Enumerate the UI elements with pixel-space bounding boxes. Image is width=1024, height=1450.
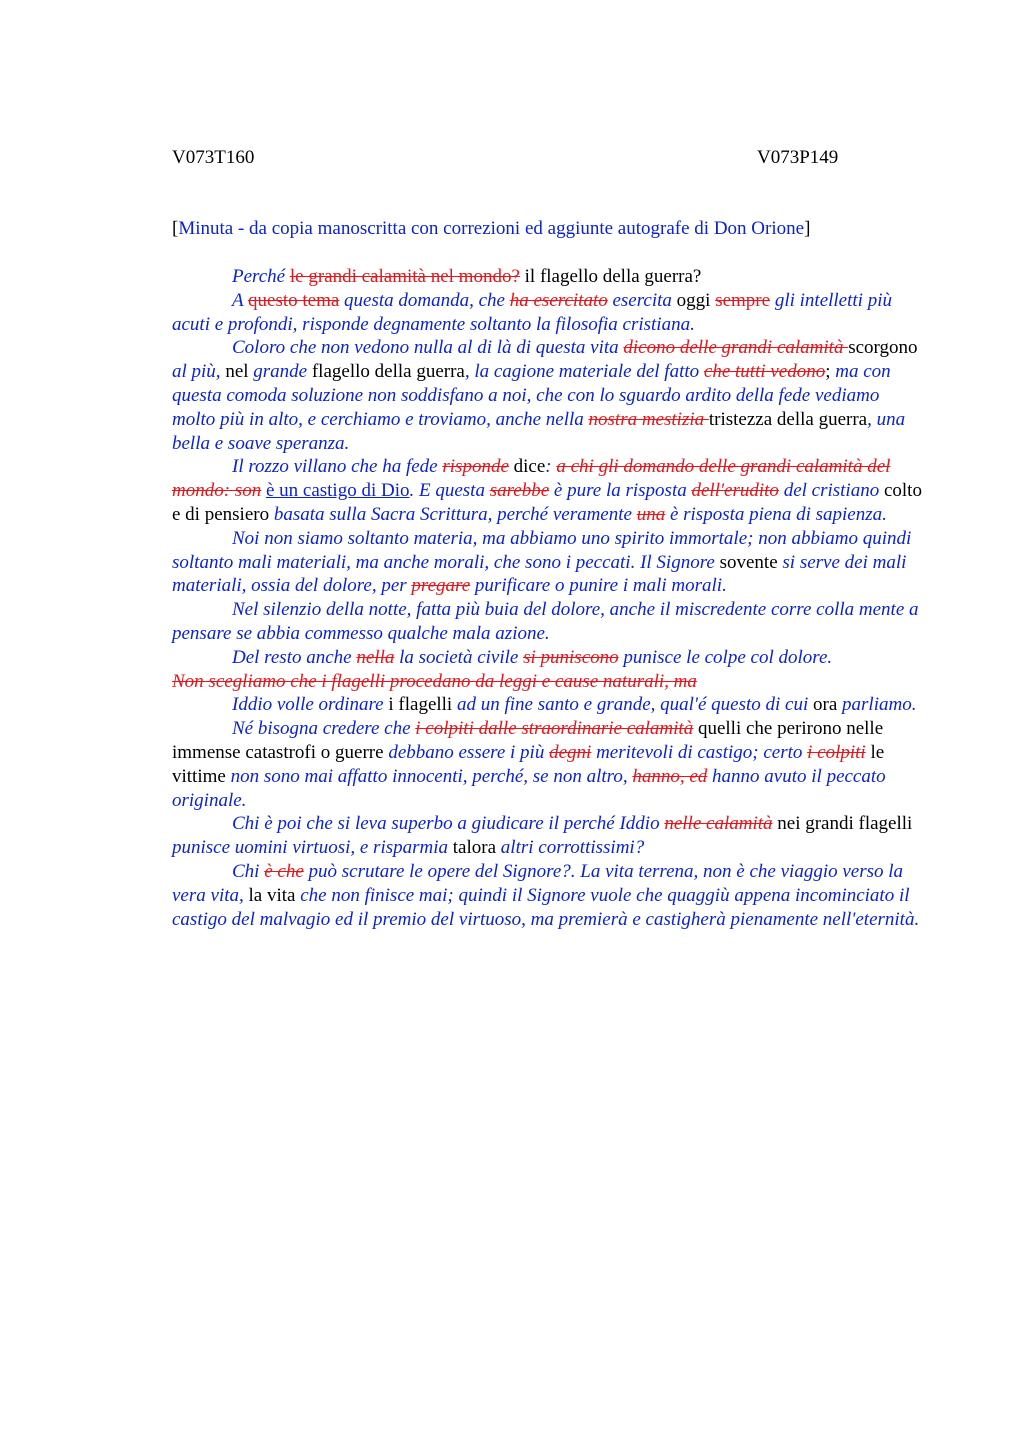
plain-text: colto e di pensiero: [172, 480, 922, 525]
deleted-text: pregare: [411, 575, 471, 597]
added-text: è risposta piena di sapienza.: [665, 503, 887, 525]
added-text: purificare o punire i mali morali.: [470, 575, 727, 597]
editorial-note: [172, 217, 932, 241]
deleted-text: questo tema: [248, 289, 340, 311]
added-text: può scrutare le opere del Signore?. La vita terrena, non è che viaggio verso la vera vita,: [172, 860, 904, 906]
added-text: si serve dei mali materiali, ossia del dolore, per: [172, 551, 907, 597]
plain-text: il flagello della guerra?: [519, 266, 702, 287]
plain-text: le vittime: [172, 741, 885, 787]
document-body: [172, 265, 924, 931]
added-text: Perché: [232, 266, 286, 287]
header-code-right: V073P149: [757, 147, 839, 168]
added-text: Nel silenzio della notte, fatta più buia del dolore, anche il miscredente corre colla mente a pensare se abbia commesso qualche mala azione.: [172, 599, 919, 644]
plain-text: nei grandi flagelli: [772, 813, 913, 835]
added-text: questa domanda, che: [339, 289, 510, 311]
added-text: basata sulla Sacra Scrittura, perché veramente: [273, 503, 637, 525]
paragraph: [172, 598, 924, 646]
added-text: altri corrottissimi?: [500, 837, 645, 859]
deleted-text: sempre: [715, 289, 771, 311]
editorial-note-text: Minuta - da copia manoscritta con correzioni ed aggiunte autografe di Don Orione: [178, 218, 805, 239]
deleted-text: dicono delle grandi calamità: [623, 337, 849, 359]
added-text: punisce uomini virtuosi, e risparmia: [172, 837, 449, 859]
deleted-text: nella: [356, 646, 395, 668]
paragraph: [172, 527, 924, 598]
added-text: :: [545, 456, 557, 478]
open-bracket: [: [172, 218, 179, 239]
added-text: meritevoli di castigo; certo: [591, 741, 808, 763]
header-code-left: V073T160: [172, 147, 255, 168]
plain-text: scorgono: [848, 337, 918, 359]
deleted-text: degni: [549, 741, 592, 763]
added-text: ad un fine santo e grande, qual'é questo di cui: [456, 694, 809, 716]
deleted-text: i colpiti dalle straordinarie calamità: [415, 718, 694, 740]
paragraph: [172, 289, 924, 337]
added-text: Né bisogna credere che: [232, 718, 416, 740]
added-text: del cristiano: [778, 480, 880, 502]
paragraph: [172, 455, 924, 526]
deleted-text: una: [636, 503, 666, 525]
added-text: punisce le colpe col dolore.: [618, 646, 833, 668]
added-text: esercita: [607, 289, 672, 311]
added-text: ma con questa comoda soluzione non soddisfano a noi, che con lo sguardo ardito della fede vediamo molto più in alto, e cerchiamo e troviamo, anche nella: [172, 361, 891, 430]
deleted-text: ha esercitato: [509, 289, 608, 311]
close-bracket: ]: [804, 218, 811, 239]
plain-text: talora: [448, 837, 501, 859]
added-text: Chi è poi che si leva superbo a giudicare il perché Iddio: [232, 813, 665, 835]
deleted-text: dell'erudito: [691, 480, 779, 502]
plain-text: la vita: [243, 884, 301, 906]
added-text: Iddio volle ordinare: [232, 694, 384, 716]
added-text: grande: [253, 361, 308, 383]
added-text: parliamo.: [842, 694, 917, 716]
deleted-text: si puniscono: [523, 646, 619, 668]
added-text: Il rozzo villano che ha fede: [232, 456, 443, 478]
deleted-text: hanno, ed: [632, 765, 708, 787]
paragraph: [172, 693, 924, 717]
deleted-text: i colpiti: [807, 741, 866, 763]
plain-text: quelli che perirono nelle immense catastrofi o guerre: [172, 718, 884, 763]
added-text: Del resto anche: [232, 646, 357, 668]
added-text: è pure la risposta: [549, 480, 692, 502]
plain-text: ;: [825, 361, 831, 383]
plain-text: flagello della guerra: [307, 361, 465, 383]
deleted-text: Non scegliamo che i flagelli procedano da leggi e cause naturali, ma: [172, 670, 697, 692]
deleted-text: sarebbe: [489, 480, 550, 502]
deleted-text: a chi gli domando delle grandi calamità del mondo: son: [172, 456, 891, 502]
plain-text: sovente: [714, 551, 783, 573]
added-text: che non finisce mai; quindi il Signore vuole che quaggiù appena incominciato il castigo del malvagio ed il premio del virtuoso, ma premierà e castigherà pienamente nell'eternità.: [172, 884, 920, 930]
paragraph: [172, 646, 924, 670]
deleted-text: risponde: [442, 456, 509, 478]
added-text: la società civile: [394, 646, 524, 668]
added-text: hanno avuto il peccato originale.: [172, 765, 886, 811]
paragraph: [172, 670, 924, 694]
added-text: , una bella e soave speranza.: [172, 408, 906, 454]
deleted-text: è che: [264, 860, 304, 882]
deleted-text: le grandi calamità nel mondo?: [289, 266, 520, 287]
plain-text: ora: [808, 694, 843, 716]
added-text: A: [232, 289, 249, 311]
added-text: non sono mai affatto innocenti, perché, se non altro,: [230, 765, 633, 787]
added-text: Chi: [232, 860, 265, 882]
paragraph: [172, 717, 924, 812]
paragraph: [172, 336, 924, 455]
plain-text: i flagelli: [383, 694, 457, 716]
added-text: Noi non siamo soltanto materia, ma abbiamo uno spirito immortale; non abbiamo quindi soltanto mali materiali, ma anche morali, che sono i peccati. Il Signore: [172, 527, 912, 573]
plain-text: tristezza della guerra: [708, 408, 868, 430]
deleted-text: che tutti vedono: [703, 361, 826, 383]
paragraph: [172, 860, 924, 931]
added-text: . E questa: [409, 480, 490, 502]
deleted-text: nostra mestizia: [588, 408, 709, 430]
plain-text: nel: [220, 361, 254, 383]
plain-text: dice: [508, 456, 546, 478]
paragraph: [172, 265, 924, 289]
underlined-text: è un castigo di Dio: [265, 480, 410, 502]
plain-text: oggi: [671, 289, 716, 311]
added-text: , la cagione materiale del fatto: [464, 361, 704, 383]
deleted-text: nelle calamità: [664, 813, 773, 835]
added-text: gli intelletti più acuti e profondi, risponde degnamente soltanto la filosofia cristiana.: [172, 289, 892, 335]
added-text: debbano essere i più: [388, 741, 550, 763]
added-text: al più,: [172, 361, 221, 383]
paragraph: [172, 812, 924, 860]
added-text: Coloro che non vedono nulla al di là di questa vita: [232, 337, 624, 359]
